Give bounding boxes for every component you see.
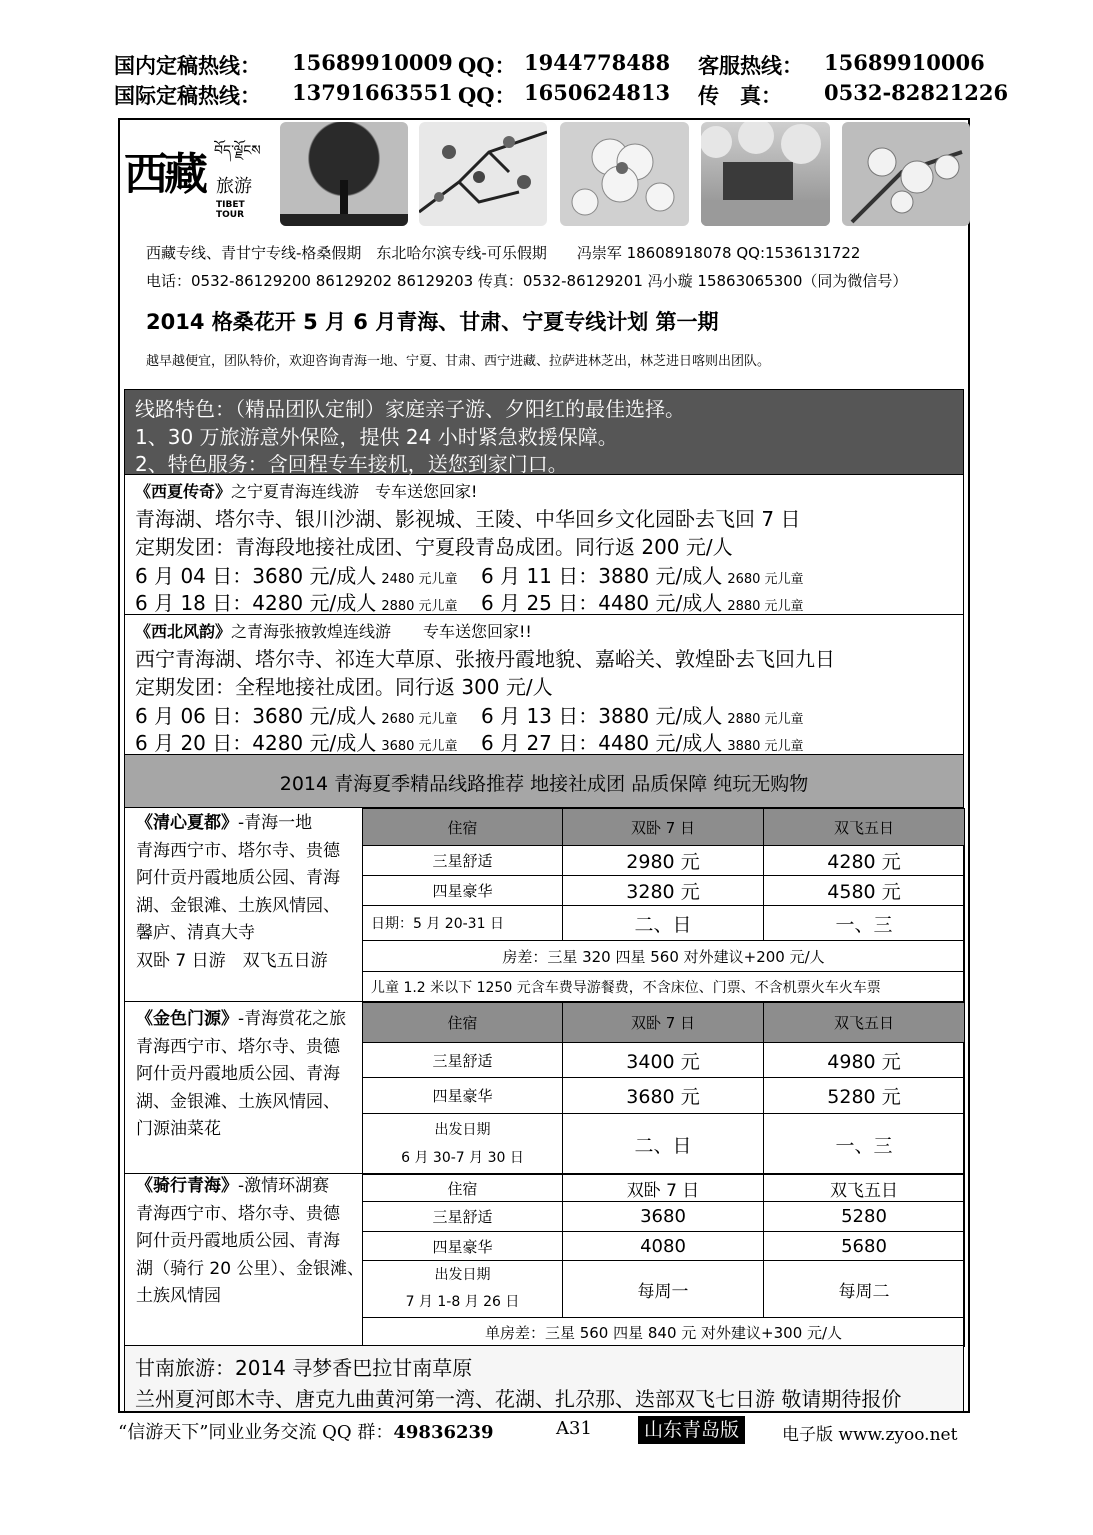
logo-sub: 旅游 <box>216 176 252 197</box>
table-row <box>363 1202 965 1232</box>
cycling-name: 《骑行青海》 <box>136 1176 238 1196</box>
contact-line-2: 电话：0532-86129200 86129202 86129203 传真：0532-86129201 冯小璇 15863065300（同为微信号） <box>146 272 908 290</box>
table-cell: 4080 <box>563 1232 764 1261</box>
single-room-note: 单房差：三星 560 四星 840 元 对外建议+300 元/人 <box>363 1318 965 1347</box>
menyuan-line-1: 青海西宁市、塔尔寺、贵德 <box>136 1036 340 1057</box>
tree-graphic <box>280 122 408 226</box>
cycling-price-table <box>362 1174 965 1347</box>
table-header: 双飞五日 <box>764 1003 965 1043</box>
menyuan-heading <box>136 1006 346 1034</box>
menyuan-sub: -青海赏花之旅 <box>238 1009 347 1029</box>
qingxin-line-1: 青海西宁市、塔尔寺、贵德 <box>136 840 340 861</box>
tibet-tour-logo <box>122 124 274 224</box>
domestic-hotline: 15689910009 <box>292 50 453 75</box>
qingxin-sub: -青海一地 <box>238 813 313 833</box>
qingxin-line-2: 阿什贡丹霞地质公园、青海 <box>136 868 340 888</box>
fax-number: 0532-82821226 <box>824 80 1009 105</box>
qq-number-2: 1650624813 <box>524 80 671 105</box>
cycling-heading <box>136 1173 364 1201</box>
route-xixia-date-4: 6 月 25 日：4480 元/成人 2880 元儿童 <box>481 591 804 615</box>
cycling-line-1: 青海西宁市、塔尔寺、贵德 <box>136 1203 340 1224</box>
route-xibei-name: 《西北风韵》 <box>135 622 232 641</box>
forest-graphic <box>701 122 830 226</box>
service-hotline-label: 客服热线： <box>698 53 803 78</box>
table-cell: 每周二 <box>764 1261 965 1318</box>
route-xixia-date-3: 6 月 18 日：4280 元/成人 2880 元儿童 <box>135 591 458 615</box>
depart-date-range: 7 月 1-8 月 26 日 <box>405 1294 520 1310</box>
qq-number: 1944778488 <box>524 50 671 75</box>
table-cell: 三星舒适 <box>363 1043 563 1078</box>
qingxin-desc <box>136 810 340 975</box>
menyuan-line-2: 阿什贡丹霞地质公园、青海 <box>136 1064 340 1084</box>
domestic-hotline-label: 国内定稿热线： <box>114 53 261 78</box>
gannan-section <box>124 1346 964 1412</box>
menyuan-name: 《金色门源》 <box>136 1009 238 1029</box>
table-header: 住宿 <box>363 809 563 846</box>
footer-qq-group <box>118 1418 494 1444</box>
blossom-closeup-graphic <box>842 122 970 226</box>
depart-date-range: 6 月 30-7 月 30 日 <box>401 1150 524 1166</box>
qq-label-2: QQ： <box>458 83 516 108</box>
route-xibei-date-4: 6 月 27 日：4480 元/成人 3880 元儿童 <box>481 731 804 755</box>
route-xibei-date-2: 6 月 13 日：3880 元/成人 2880 元儿童 <box>481 704 804 728</box>
table-cell: 5680 <box>764 1232 965 1261</box>
blossom-branch-photo <box>419 122 547 226</box>
table-cell: 3280 元 <box>563 876 764 906</box>
qingxin-line-3: 湖、金银滩、土族风情园、 <box>136 895 340 916</box>
depart-date-label: 出发日期 <box>434 1122 491 1138</box>
room-difference-note: 房差：三星 320 四星 560 对外建议+200 元/人 <box>363 941 965 972</box>
table-row <box>363 972 965 1003</box>
table-cell: 三星舒适 <box>363 846 563 876</box>
route-xixia-date-1: 6 月 04 日：3680 元/成人 2480 元儿童 <box>135 564 458 588</box>
table-header: 双卧 7 日 <box>563 809 764 846</box>
route-xixia-group: 定期发团：青海段地接社成团、宁夏段青岛成团。同行返 200 元/人 <box>135 535 733 559</box>
route-xixia-heading <box>135 479 477 502</box>
table-cell: 3680 <box>563 1202 764 1232</box>
route-xixia-name: 《西夏传奇》 <box>135 482 232 501</box>
edition-badge: 山东青岛版 <box>638 1416 745 1444</box>
table-row <box>363 1078 965 1114</box>
gannan-line-2: 兰州夏河郎木寺、唐克九曲黄河第一湾、花湖、扎尕那、迭部双飞七日游 敬请期待报价 <box>135 1387 902 1411</box>
menyuan-line-3: 湖、金银滩、土族风情园、 <box>136 1091 340 1112</box>
table-header: 住宿 <box>363 1003 563 1043</box>
table-cell: 5280 <box>764 1202 965 1232</box>
table-row <box>363 809 965 846</box>
table-header: 住宿 <box>363 1175 563 1202</box>
table-row <box>363 876 965 906</box>
logo-english: TIBET TOUR <box>216 200 245 220</box>
table-cell <box>363 1114 563 1175</box>
table-row <box>363 1261 965 1318</box>
table-row <box>363 1003 965 1043</box>
route-xixia-spots: 青海湖、塔尔寺、银川沙湖、影视城、王陵、中华回乡文化园卧去飞回 7 日 <box>135 507 801 531</box>
table-cell: 3400 元 <box>563 1043 764 1078</box>
gannan-line-1: 甘南旅游：2014 寻梦香巴拉甘南草原 <box>135 1356 473 1380</box>
table-cell: 四星豪华 <box>363 1078 563 1114</box>
menyuan-line-4: 门源油菜花 <box>136 1119 221 1139</box>
table-header: 双卧 7 日 <box>563 1175 764 1202</box>
table-cell: 二、日 <box>563 1114 764 1175</box>
route-xibei-heading <box>135 619 532 642</box>
table-cell: 四星豪华 <box>363 1232 563 1261</box>
table-cell: 四星豪华 <box>363 876 563 906</box>
depart-date-label: 出发日期 <box>434 1267 491 1283</box>
table-row <box>363 906 965 941</box>
menyuan-price-table <box>362 1002 965 1175</box>
blossom-closeup-photo <box>842 122 970 226</box>
logo-chinese: 西藏 <box>124 149 204 200</box>
feature-line-1: 线路特色：（精品团队定制）家庭亲子游、夕阳红的最佳选择。 <box>135 397 685 421</box>
summer-title: 2014 青海夏季精品线路推荐 地接社成团 品质保障 纯玩无购物 <box>279 773 809 795</box>
child-price-note: 儿童 1.2 米以下 1250 元含车费导游餐费，不含床位、门票、不含机票火车火车票 <box>363 972 965 1003</box>
page-number: A31 <box>556 1418 592 1439</box>
fax-label: 传 真： <box>698 83 782 108</box>
table-row <box>363 1318 965 1347</box>
footer-qq-number: 49836239 <box>393 1422 494 1443</box>
flower-closeup-photo <box>560 122 689 226</box>
route-xixia-date-2: 6 月 11 日：3880 元/成人 2680 元儿童 <box>481 564 804 588</box>
table-header: 双飞五日 <box>764 1175 965 1202</box>
route-xibei-section <box>124 615 964 755</box>
table-cell: 一、三 <box>764 1114 965 1175</box>
cycling-sub: -激情环湖赛 <box>238 1176 330 1196</box>
table-row <box>363 846 965 876</box>
logo-tibetan: བོད་ལྗོངས <box>214 143 261 159</box>
qingxin-line-4: 馨庐、清真大寺 <box>136 923 255 943</box>
summer-title-band <box>124 755 964 808</box>
plan-title: 2014 格桑花开 5 月 6 月青海、甘肃、宁夏专线计划 第一期 <box>146 310 719 334</box>
plan-note: 越早越便宜，团队特价，欢迎咨询青海一地、宁夏、甘肃、西宁进藏、拉萨进林芝出，林芝进日喀则出团队。 <box>146 354 771 369</box>
cycling-line-4: 土族风情园 <box>136 1286 221 1306</box>
tree-photo <box>280 122 408 226</box>
table-cell: 4280 元 <box>764 846 965 876</box>
table-cell: 一、三 <box>764 906 965 941</box>
cycling-line-2: 阿什贡丹霞地质公园、青海 <box>136 1231 340 1251</box>
table-cell <box>363 1261 563 1318</box>
table-header: 双卧 7 日 <box>563 1003 764 1043</box>
service-hotline: 15689910006 <box>824 50 985 75</box>
feature-line-2: 1、30 万旅游意外保险，提供 24 小时紧急救援保障。 <box>135 425 618 449</box>
route-xixia-sub: 之宁夏青海连线游 专车送您回家! <box>231 482 478 501</box>
qingxin-price-table <box>362 808 965 1003</box>
route-xibei-spots: 西宁青海湖、塔尔寺、祁连大草原、张掖丹霞地貌、嘉峪关、敦煌卧去飞回九日 <box>135 647 835 671</box>
footer-qq-label: “信游天下”同业业务交流 QQ 群： <box>118 1422 394 1443</box>
table-row <box>363 1043 965 1078</box>
table-row <box>363 1175 965 1202</box>
qingxin-line-5: 双卧 7 日游 双飞五日游 <box>136 950 328 971</box>
forest-photo <box>701 122 830 226</box>
route-xibei-group: 定期发团：全程地接社成团。同行返 300 元/人 <box>135 675 553 699</box>
cycling-line-3: 湖（骑行 20 公里）、金银滩、 <box>136 1258 364 1279</box>
table-row <box>363 941 965 972</box>
footer-website[interactable]: 电子版 www.zyoo.net <box>782 1425 958 1445</box>
table-cell: 每周一 <box>563 1261 764 1318</box>
table-cell: 日期：5 月 20-31 日 <box>363 906 563 941</box>
features-band <box>124 389 964 475</box>
route-xibei-date-1: 6 月 06 日：3680 元/成人 2680 元儿童 <box>135 704 458 728</box>
table-cell: 2980 元 <box>563 846 764 876</box>
menyuan-desc <box>136 1006 346 1144</box>
flower-graphic <box>560 122 689 226</box>
table-cell: 5280 元 <box>764 1078 965 1114</box>
route-xibei-date-3: 6 月 20 日：4280 元/成人 3680 元儿童 <box>135 731 458 755</box>
qingxin-name: 《清心夏都》 <box>136 813 238 833</box>
qq-label: QQ： <box>458 53 516 78</box>
contact-line-1: 西藏专线、青甘宁专线-格桑假期 东北哈尔滨专线-可乐假期 冯崇军 18608918078 QQ:1536131722 <box>146 244 861 262</box>
table-cell: 二、日 <box>563 906 764 941</box>
table-cell: 3680 元 <box>563 1078 764 1114</box>
table-header: 双飞五日 <box>764 809 965 846</box>
table-cell: 4980 元 <box>764 1043 965 1078</box>
intl-hotline: 13791663551 <box>292 80 453 105</box>
feature-line-3: 2、特色服务：含回程专车接机，送您到家门口。 <box>135 452 568 476</box>
table-row <box>363 1114 965 1175</box>
table-row <box>363 1232 965 1261</box>
cycling-desc <box>136 1173 364 1311</box>
route-xixia-section <box>124 475 964 615</box>
table-cell: 4580 元 <box>764 876 965 906</box>
blossom-branch-graphic <box>419 122 547 226</box>
table-cell: 三星舒适 <box>363 1202 563 1232</box>
intl-hotline-label: 国际定稿热线： <box>114 83 261 108</box>
route-xibei-sub: 之青海张掖敦煌连线游 专车送您回家!! <box>231 622 532 641</box>
qingxin-heading <box>136 810 340 838</box>
